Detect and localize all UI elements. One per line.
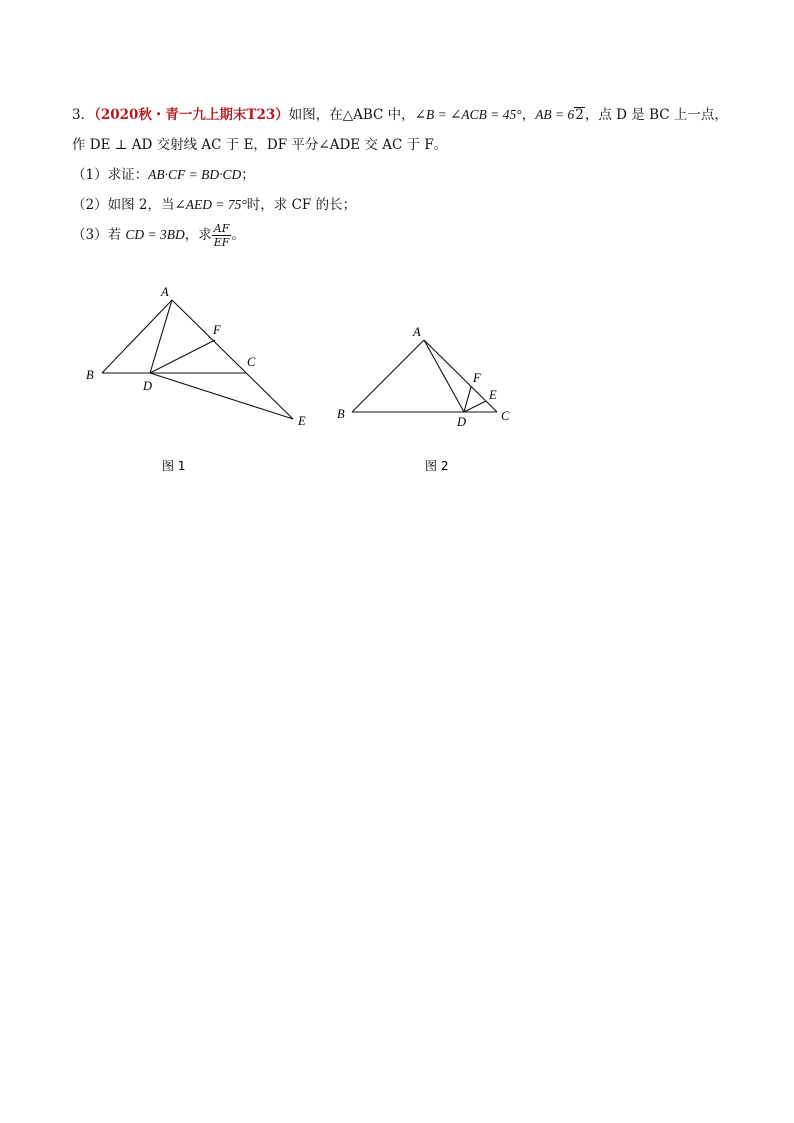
- fig1-label-b: B: [86, 368, 94, 382]
- fig1-segment-df: [150, 340, 215, 373]
- fraction-denominator: EF: [213, 236, 230, 249]
- fig2-segment-df: [464, 387, 471, 412]
- part-1-end: ；: [241, 167, 255, 183]
- fig1-label-e: E: [298, 414, 306, 428]
- fig1-label-d: D: [143, 379, 153, 393]
- part-3-question: ，求: [184, 227, 212, 243]
- fig1-label-f: F: [213, 323, 221, 337]
- problem-text-end: ，点 D 是 BC 上一点，: [584, 107, 728, 123]
- fig2-segment-ad: [424, 340, 464, 412]
- fig2-segment-ab: [352, 340, 424, 412]
- part-1-expression: AB·CF = BD·CD: [148, 167, 242, 182]
- part-2-question: 时，求 CF 的长；: [246, 197, 357, 213]
- fig2-label-c: C: [501, 409, 510, 423]
- fig1-segment-ae: [172, 300, 293, 419]
- fig1-segment-de: [150, 373, 293, 419]
- problem-number: 3．: [72, 107, 95, 123]
- fig2-segment-de: [464, 401, 486, 412]
- fig1-caption: 图 1: [162, 459, 186, 473]
- fig2-label-a: A: [413, 325, 421, 339]
- part-1-label: （1）求证：: [72, 167, 149, 183]
- part-2-expression: ∠AED = 75°: [174, 197, 247, 212]
- part-2-text: （2）如图 2，当: [72, 197, 175, 213]
- fig2-label-b: B: [337, 407, 345, 421]
- problem-source: （2020秋・青一九上期末T23）: [94, 107, 289, 123]
- fig2-label-d: D: [457, 415, 467, 429]
- sqrt-value: 2: [575, 107, 584, 123]
- angle-equation: ∠B = ∠ACB = 45°: [414, 107, 522, 122]
- problem-line-2: 作 DE ⊥ AD 交射线 AC 于 E，DF 平分∠ADE 交 AC 于 F。: [72, 137, 448, 153]
- separator: ，: [521, 107, 536, 123]
- fig1-label-c: C: [247, 355, 256, 369]
- fraction-numerator: AF: [212, 222, 232, 236]
- fig2-label-e: E: [489, 388, 497, 402]
- part-3-text: （3）若: [72, 227, 126, 243]
- problem-text: 如图，在△ABC 中，: [288, 107, 415, 123]
- fig1-label-a: A: [161, 285, 169, 299]
- figure-1: [102, 300, 293, 419]
- fig2-label-f: F: [473, 371, 481, 385]
- ab-equation: AB = 6: [535, 107, 575, 122]
- part-3-end: 。: [231, 227, 245, 243]
- part-3-expression: CD = 3BD: [125, 227, 185, 242]
- fig2-caption: 图 2: [425, 459, 449, 473]
